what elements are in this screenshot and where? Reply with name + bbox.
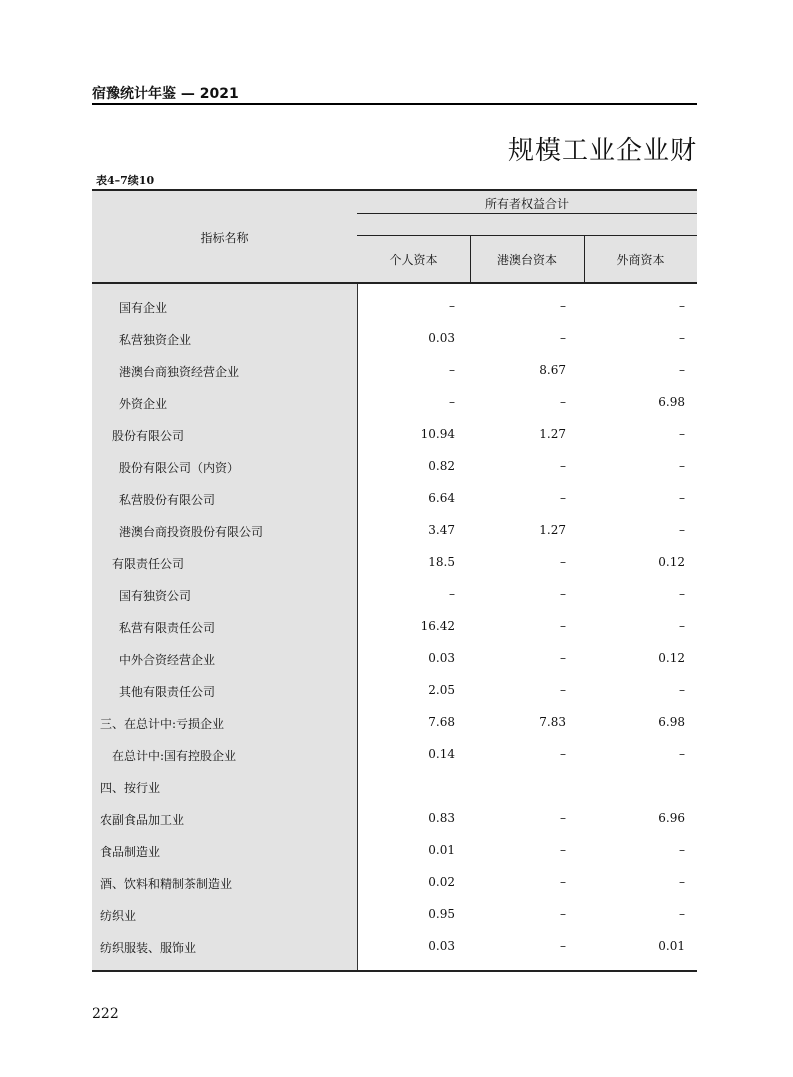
cell-value: 0.01 — [658, 939, 685, 953]
row-label: 酒、饮料和精制茶制造业 — [100, 877, 233, 891]
cell-value: – — [679, 683, 685, 697]
table-row — [92, 387, 697, 419]
cell-value: – — [679, 299, 685, 313]
cell-value: – — [679, 747, 685, 761]
row-header: 指标名称 — [200, 231, 249, 245]
cell-value: – — [560, 683, 566, 697]
cell-value: 8.67 — [539, 363, 566, 377]
cell-value: – — [679, 491, 685, 505]
cell-value: 0.03 — [428, 331, 455, 345]
cell-value: 6.64 — [428, 491, 455, 505]
row-label: 国有独资公司 — [119, 589, 192, 603]
cell-value: – — [679, 363, 685, 377]
row-label: 外资企业 — [119, 397, 168, 411]
table-row — [92, 579, 697, 611]
cell-value: 7.83 — [539, 715, 566, 729]
row-label: 中外合资经营企业 — [119, 653, 216, 667]
cell-value: 0.03 — [428, 939, 455, 953]
cell-value: – — [679, 587, 685, 601]
table-row — [92, 707, 697, 739]
cell-value: 16.42 — [420, 619, 455, 633]
cell-value: – — [679, 907, 685, 921]
section-title: 规模工业企业财 — [507, 136, 697, 166]
table-row — [92, 515, 697, 547]
cell-value: – — [449, 587, 455, 601]
table-row — [92, 611, 697, 643]
table-row — [92, 323, 697, 355]
cell-value: – — [560, 459, 566, 473]
cell-value: – — [560, 491, 566, 505]
column-rule — [357, 235, 697, 236]
cell-value: 0.12 — [658, 555, 685, 569]
cell-value: – — [560, 747, 566, 761]
cell-value: 0.95 — [428, 907, 455, 921]
table-row — [92, 899, 697, 931]
cell-value: – — [679, 843, 685, 857]
table-number: 表4–7续10 — [96, 174, 155, 187]
table-row — [92, 291, 697, 323]
row-label: 国有企业 — [119, 301, 168, 315]
column-header: 港澳台资本 — [496, 253, 557, 267]
cell-value: – — [560, 907, 566, 921]
row-label: 港澳台商投资股份有限公司 — [119, 525, 264, 539]
row-label: 纺织业 — [100, 909, 137, 923]
cell-value: – — [560, 651, 566, 665]
cell-value: – — [560, 587, 566, 601]
cell-value: – — [560, 939, 566, 953]
cell-value: – — [449, 299, 455, 313]
cell-value: – — [449, 395, 455, 409]
row-label: 在总计中:国有控股企业 — [112, 749, 237, 763]
data-table — [92, 189, 697, 972]
cell-value: – — [560, 331, 566, 345]
row-label: 私营有限责任公司 — [119, 621, 216, 635]
cell-value: – — [679, 619, 685, 633]
table-row — [92, 451, 697, 483]
cell-value: 10.94 — [420, 427, 455, 441]
cell-value: – — [560, 843, 566, 857]
table-row — [92, 835, 697, 867]
bottom-rule — [92, 970, 697, 972]
cell-value: 0.82 — [428, 459, 455, 473]
cell-value: – — [679, 427, 685, 441]
table-row — [92, 867, 697, 899]
column-header: 个人资本 — [389, 253, 438, 267]
row-label: 农副食品加工业 — [100, 813, 185, 827]
cell-value: – — [560, 395, 566, 409]
cell-value: – — [560, 555, 566, 569]
header-bottom-rule — [92, 282, 697, 284]
cell-value: 0.02 — [428, 875, 455, 889]
cell-value: – — [560, 875, 566, 889]
cell-value: – — [679, 875, 685, 889]
cell-value: 0.12 — [658, 651, 685, 665]
row-label: 私营独资企业 — [119, 333, 192, 347]
top-rule — [92, 189, 697, 191]
cell-value: – — [679, 331, 685, 345]
row-label: 港澳台商独资经营企业 — [119, 365, 240, 379]
table-row — [92, 643, 697, 675]
table-row — [92, 771, 697, 803]
row-label: 股份有限公司（内资） — [119, 461, 240, 475]
table-row — [92, 483, 697, 515]
running-title: 宿豫统计年鉴 — 2021 — [92, 86, 239, 102]
cell-value: 6.98 — [658, 715, 685, 729]
cell-value: – — [679, 459, 685, 473]
table-row — [92, 355, 697, 387]
row-label: 私营股份有限公司 — [119, 493, 216, 507]
table-row — [92, 803, 697, 835]
running-header — [92, 83, 697, 105]
row-label: 股份有限公司 — [112, 429, 185, 443]
cell-value: 1.27 — [539, 427, 566, 441]
cell-value: 3.47 — [428, 523, 455, 537]
row-label: 有限责任公司 — [112, 557, 185, 571]
table-row — [92, 931, 697, 963]
row-label: 三、在总计中:亏损企业 — [100, 717, 225, 731]
group-header: 所有者权益合计 — [484, 197, 569, 211]
cell-value: 0.14 — [428, 747, 455, 761]
table-row — [92, 547, 697, 579]
cell-value: – — [560, 619, 566, 633]
cell-value: 7.68 — [428, 715, 455, 729]
cell-value: 6.96 — [658, 811, 685, 825]
cell-value: 18.5 — [428, 555, 455, 569]
cell-value: – — [679, 523, 685, 537]
row-label: 其他有限责任公司 — [119, 685, 216, 699]
cell-value: – — [560, 299, 566, 313]
row-label: 纺织服装、服饰业 — [100, 941, 197, 955]
cell-value: 1.27 — [539, 523, 566, 537]
cell-value: 0.83 — [428, 811, 455, 825]
table-row — [92, 419, 697, 451]
cell-value: 2.05 — [428, 683, 455, 697]
cell-value: – — [560, 811, 566, 825]
cell-value: 0.01 — [428, 843, 455, 857]
group-rule — [357, 213, 697, 214]
cell-value: 6.98 — [658, 395, 685, 409]
row-label: 食品制造业 — [100, 845, 161, 859]
table-row — [92, 739, 697, 771]
page-number: 222 — [92, 1006, 119, 1022]
column-header: 外商资本 — [616, 253, 665, 267]
table-row — [92, 675, 697, 707]
cell-value: 0.03 — [428, 651, 455, 665]
cell-value: – — [449, 363, 455, 377]
row-label: 四、按行业 — [100, 781, 161, 795]
